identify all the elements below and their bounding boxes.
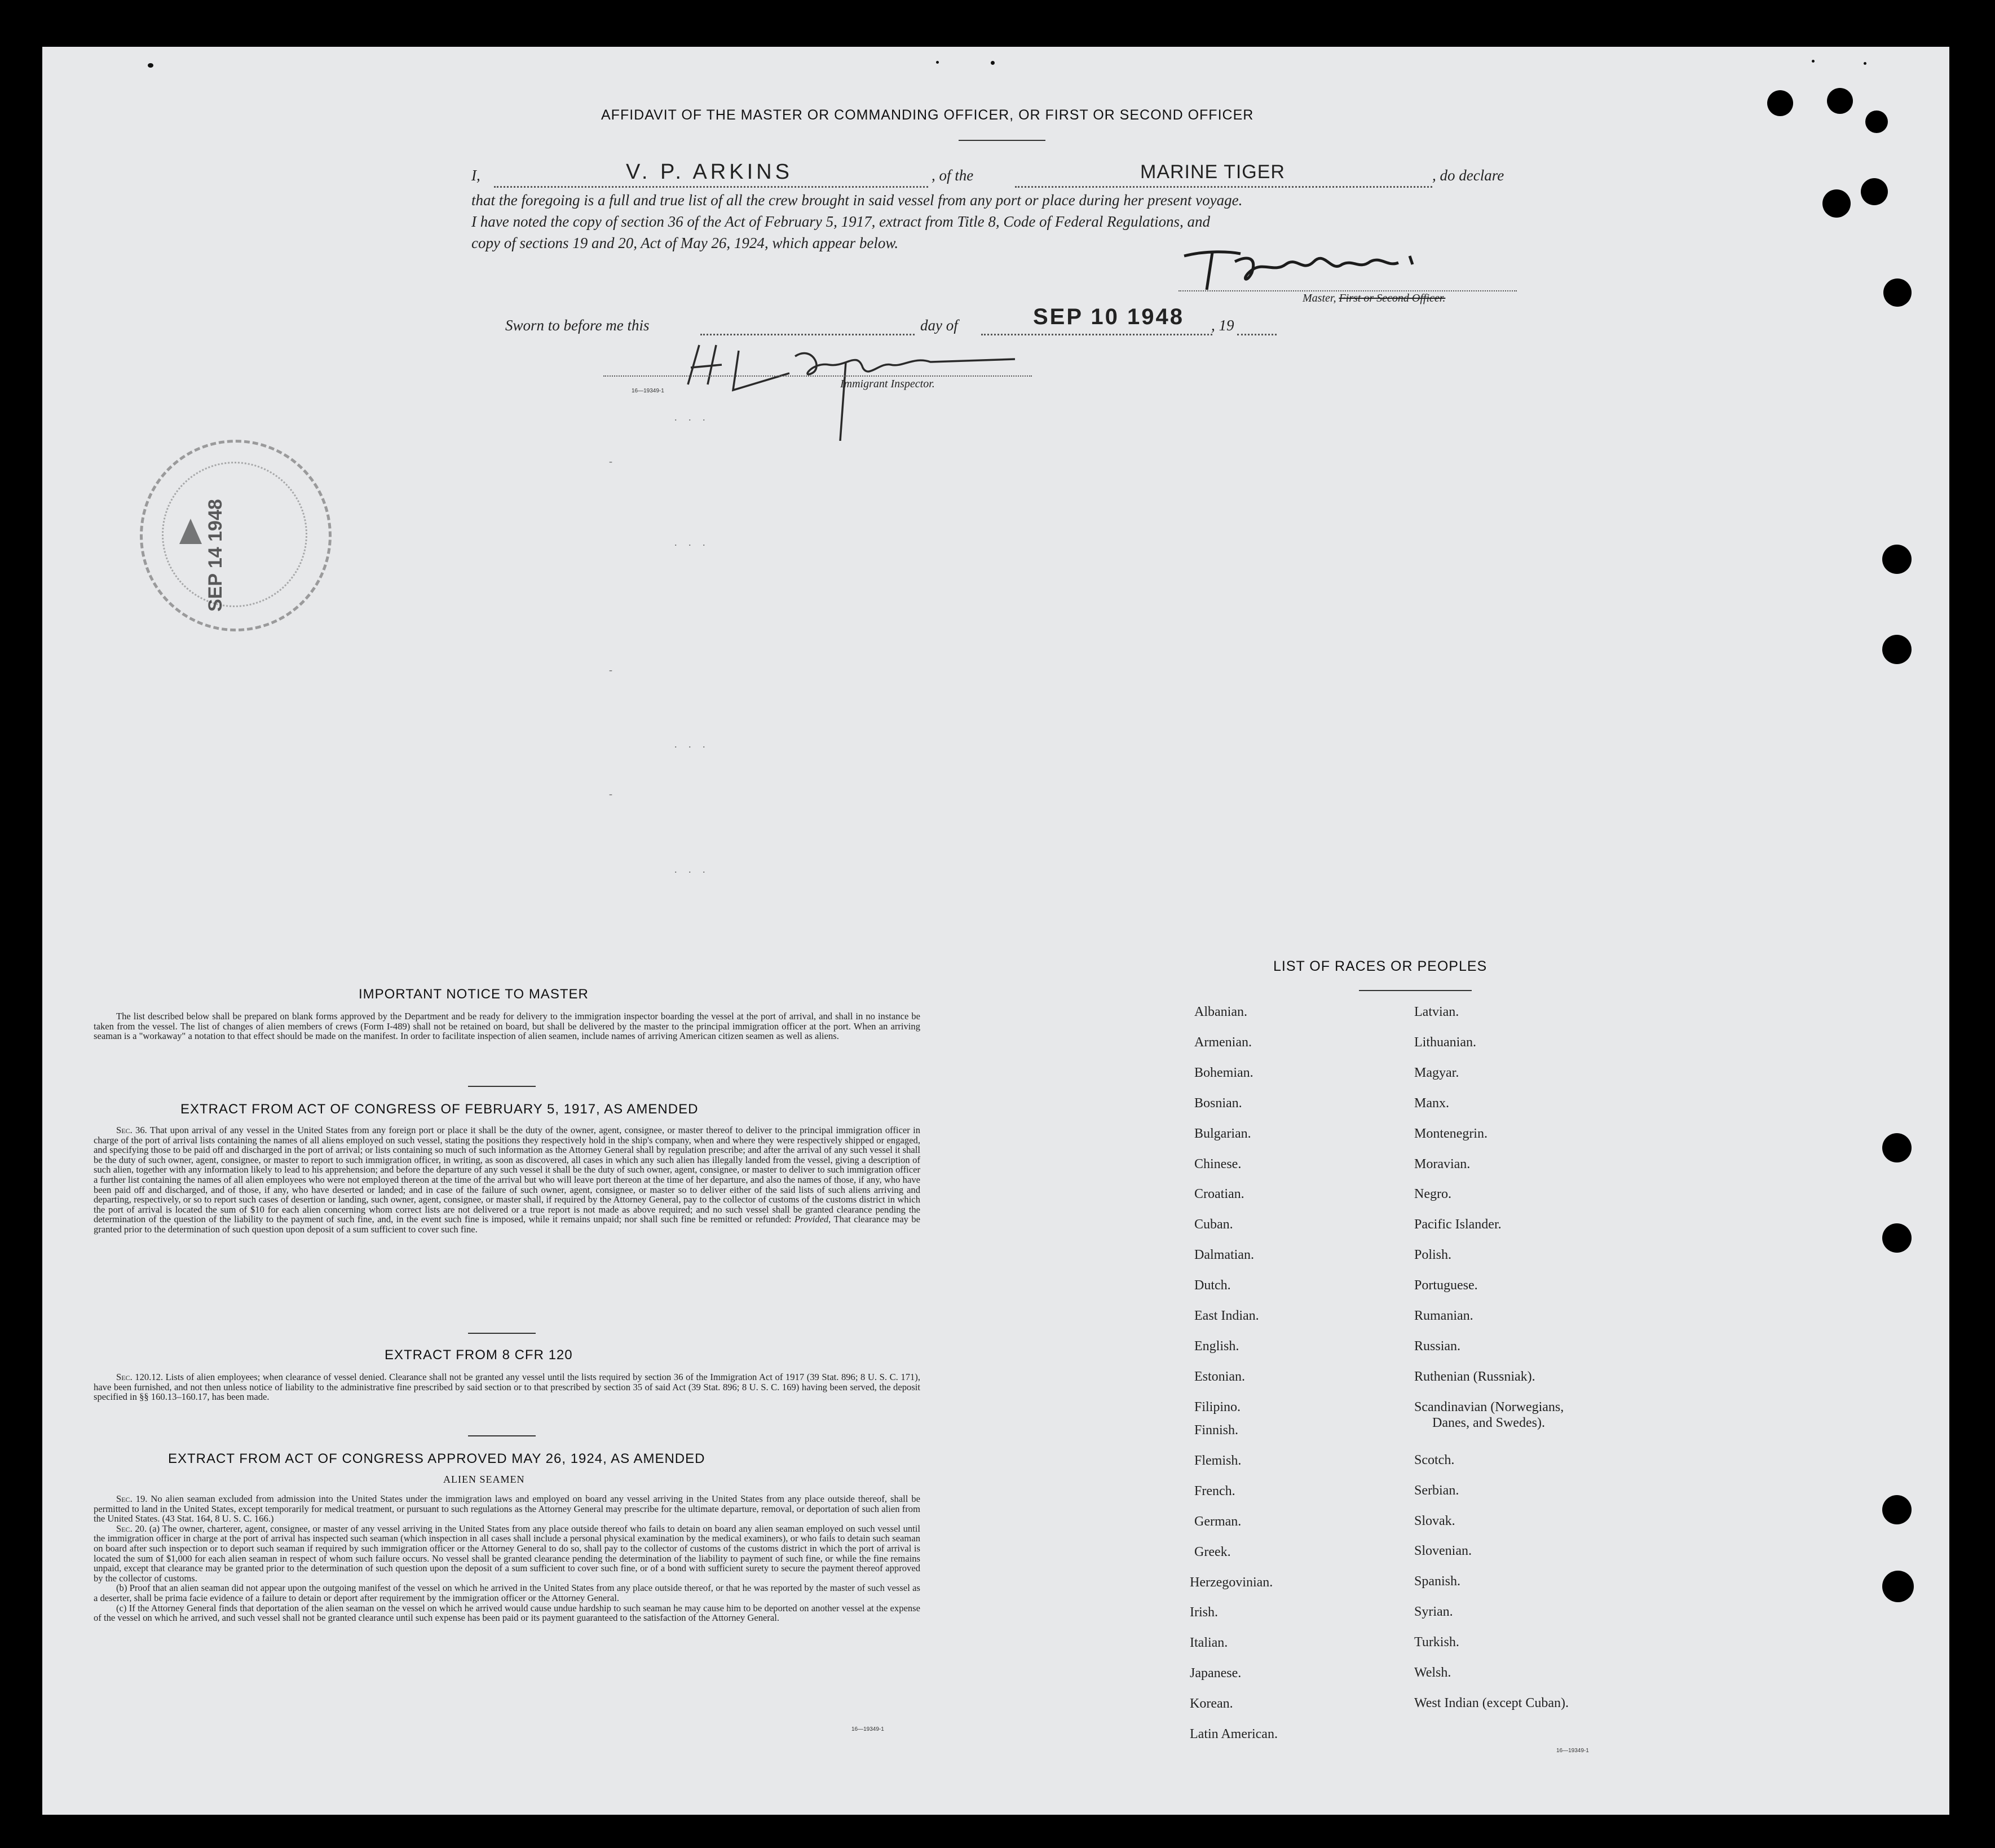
race-item: Bulgarian. — [1194, 1126, 1251, 1141]
affidavit-text: I have noted the copy of section 36 of the Act of February 5, 1917, extract from Title 8, Code of Federal Regulations, and — [471, 213, 1211, 230]
race-item: Latin American. — [1190, 1727, 1278, 1741]
master-label — [1303, 292, 1445, 305]
stamp-date: SEP 14 1948 — [205, 499, 226, 612]
divider — [1359, 990, 1472, 991]
leader-dots: - — [609, 456, 612, 467]
race-item: Dalmatian. — [1194, 1248, 1254, 1262]
of-the-label: , of the — [932, 167, 974, 184]
seal-icon — [176, 516, 205, 550]
leader-dots: . . . — [674, 537, 710, 548]
race-item: Filipino. — [1194, 1400, 1241, 1414]
race-item: French. — [1194, 1484, 1235, 1498]
punch-hole — [1822, 189, 1851, 218]
alien-seamen-subtitle: ALIEN SEAMEN — [443, 1474, 525, 1485]
punch-hole — [1882, 1133, 1912, 1162]
race-item: West Indian (except Cuban). — [1414, 1696, 1569, 1710]
name-field — [494, 186, 928, 188]
race-item: Turkish. — [1414, 1635, 1459, 1650]
vessel-name: MARINE TIGER — [1140, 161, 1285, 183]
speck — [1864, 62, 1866, 65]
form-number: 16—19349-1 — [851, 1726, 884, 1732]
cfr-text: Lists of alien employees; when clearance of vessel denied. Clearance shall not be granted any vessel until the lists required by section 36 of the Immigration Act of 1917 (39 Stat. 896; 8 U. S. C. 171), have been furnished, and not then unless notice of liability to the administrative fine prescribed by said section or to that prescribed by section 35 of said Act (39 Stat. 896; 8 U. S. C. 169) having been served, the deposit specified in §§ 160.13–160.17, has been made. — [94, 1372, 920, 1403]
punch-hole — [1865, 110, 1888, 133]
punch-hole — [1882, 1223, 1912, 1253]
race-item: Slovak. — [1414, 1514, 1455, 1528]
race-item: Scotch. — [1414, 1453, 1455, 1467]
extract-1917-text — [94, 1125, 920, 1235]
race-item: Moravian. — [1414, 1157, 1471, 1171]
speck — [1812, 60, 1815, 63]
punch-hole — [1883, 278, 1912, 307]
affidavit-text: that the foregoing is a full and true list of all the crew brought in said vessel from any port or place during her present voyage. — [471, 192, 1243, 209]
sec20a-paragraph — [94, 1524, 920, 1584]
notice-paragraph: The list described below shall be prepared on blank forms approved by the Department and be ready for delivery to the immigration inspector boarding the vessel at the port of arrival, and shall in no instance be taken from the vessel. The list of changes of alien members of crews (Form I-489) shall not be retained on board, but shall be delivered by the master to the principal immigration officer at the port. When an arriving seaman is a "workaway" a notation to that effect should be made on the manifest. In order to facilitate inspection of alien seamen, include names of arriving American citizen seamen as well as aliens. — [94, 1011, 920, 1042]
form-number: 16—19349-1 — [632, 388, 664, 394]
race-item: Lithuanian. — [1414, 1035, 1476, 1050]
master-text: Master, — [1303, 292, 1336, 304]
leader-dots: . . . — [674, 412, 710, 423]
day-of-label: day of — [920, 317, 958, 334]
sec20c-paragraph: (c) If the Attorney General finds that deportation of the alien seaman on the vessel on which he arrived would cause undue hardship to such seaman he may cause him to be deported on another vessel at the expense of the vessel on which he arrived, and such vessel shall not be granted clearance until such expense has been paid or its payment guaranteed to the satisfaction of the Attorney General. — [94, 1602, 920, 1624]
year-label: , 19 — [1211, 317, 1234, 334]
race-item: Flemish. — [1194, 1453, 1242, 1468]
form-number: 16—19349-1 — [1556, 1748, 1589, 1754]
sec36-label: Sec. 36. — [116, 1125, 147, 1135]
master-name: V. P. ARKINS — [626, 160, 793, 184]
leader-dots: . . . — [674, 864, 710, 875]
races-title: LIST OF RACES OR PEOPLES — [1273, 958, 1488, 974]
punch-hole — [1882, 1571, 1914, 1602]
sec36-text-end: That clearance may be granted prior to the determination of such question upon deposit of a sum sufficient to cover such fine. — [94, 1214, 920, 1235]
vessel-field — [1015, 186, 1432, 188]
extract-1917-title: EXTRACT FROM ACT OF CONGRESS OF FEBRUARY 5, 1917, AS AMENDED — [180, 1102, 699, 1117]
race-item: Cuban. — [1194, 1217, 1233, 1232]
race-item: Pacific Islander. — [1414, 1217, 1502, 1232]
year-field — [1237, 334, 1277, 335]
punch-hole — [1882, 545, 1912, 574]
race-item: Manx. — [1414, 1096, 1449, 1111]
race-item: Portuguese. — [1414, 1278, 1478, 1293]
sec36-paragraph — [94, 1125, 920, 1235]
inspector-label: Immigrant Inspector. — [840, 378, 935, 390]
race-item: Russian. — [1414, 1339, 1461, 1354]
notice-text — [94, 1011, 920, 1041]
extract-cfr-title: EXTRACT FROM 8 CFR 120 — [385, 1347, 573, 1363]
do-declare-label: , do declare — [1432, 167, 1504, 184]
race-item: Japanese. — [1190, 1666, 1242, 1681]
race-item: Montenegrin. — [1414, 1126, 1488, 1141]
affidavit-prefix: I, — [471, 167, 480, 184]
punch-hole — [1861, 178, 1888, 205]
race-item: German. — [1194, 1514, 1242, 1529]
race-item: Danes, and Swedes). — [1432, 1416, 1545, 1430]
race-item: Slovenian. — [1414, 1544, 1472, 1558]
provided-word: Provided, — [794, 1214, 831, 1225]
punch-hole — [1882, 1495, 1912, 1524]
punch-hole — [1767, 90, 1793, 116]
race-item: Magyar. — [1414, 1066, 1459, 1080]
race-item: Croatian. — [1194, 1187, 1244, 1201]
race-item: Dutch. — [1194, 1278, 1231, 1293]
race-item: English. — [1194, 1339, 1239, 1354]
race-item: East Indian. — [1194, 1308, 1259, 1323]
sec19-paragraph — [94, 1494, 920, 1524]
cfr-sec-label: Sec. 120.12. — [116, 1372, 164, 1382]
race-item: Greek. — [1194, 1545, 1231, 1559]
sec20-label: Sec. 20. — [116, 1523, 147, 1534]
race-item: Rumanian. — [1414, 1308, 1473, 1323]
race-item: Serbian. — [1414, 1483, 1459, 1498]
sworn-label: Sworn to before me this — [505, 317, 650, 334]
extract-1924-title: EXTRACT FROM ACT OF CONGRESS APPROVED MAY 26, 1924, AS AMENDED — [168, 1451, 705, 1466]
race-item: Welsh. — [1414, 1665, 1451, 1680]
race-item: Ruthenian (Russniak). — [1414, 1369, 1535, 1384]
race-item: Syrian. — [1414, 1604, 1453, 1619]
speck — [936, 61, 939, 64]
received-stamp — [140, 440, 332, 631]
sec20a-text: (a) The owner, charterer, agent, consignee, or master of any vessel arriving in the United States from any place outside thereof who fails to detain on board any alien seaman employed on such vessel until the immigration officer in charge at the port of arrival has inspected such seaman (which inspection in all cases shall include a personal physical examination by the medical examiners), or who fails to detain such seaman on board after such inspection or to deport such seaman if required by such immigration officer or the Attorney General to do so, shall pay to the collector of customs of the customs district in which the port of arrival is located the sum of $1,000 for each alien seaman in respect of whom such failure occurs. No vessel shall be granted clearance pending the determination of the liability to payment of such fine, or while the fine remains unpaid, except that clearance may be granted prior to the determination of such question upon the deposit of a sum sufficient to cover such fine, or of a bond with sufficient surety to secure the payment thereof approved by the collector of customs. — [94, 1523, 920, 1584]
sec36-text: That upon arrival of any vessel in the United States from any foreign port or place it shall be the duty of the owner, agent, consignee, or master thereof to deliver to the principal immigration officer in charge of the port of arrival lists containing the names of all aliens employed on such vessel, stating the positions they respectively hold in the ship's company, when and where they were respectively shipped or engaged, and specifying those to be paid off and discharged in the port of arrival; or lists containing so much of such information as the Attorney General shall by regulation prescribe; and after the arrival of any such vessel it shall be the duty of such owner, agent, consignee, or master to report to such immigration officer, in writing, as soon as discovered, all cases in which any such alien has illegally landed from the vessel, giving a description of such alien, together with any information likely to lead to his apprehension; and before the departure of any such vessel it shall be the duty of such owner, agent, consignee, or master to deliver to such immigration officer a further list containing the names of all alien employees who were not employed thereon at the time of the arrival but who will leave port thereon at the time of her departure, and also the names of those, if any, who have been paid off and discharged, and of those, if any, who have deserted or landed; and in case of the failure of such owner, agent, consignee, or master so to deliver either of the said lists of such aliens arriving and departing, respectively, or so to report such cases of desertion or landing, such owner, agent, consignee, or master shall, if required by the Attorney General, pay to the collector of customs of the customs district in which the port of arrival is located the sum of $10 for each alien concerning whom correct lists are not delivered or a true report is not made as above required; and no such vessel shall be granted clearance pending the determination of the question of the liability to the payment of such fine, and, in the event such fine is imposed, while it remains unpaid; nor shall such fine be remitted or refunded: — [94, 1125, 920, 1225]
sec19-text: No alien seaman excluded from admission into the United States under the immigration laws and employed on board any vessel arriving in the United States from any place outside thereof, shall be permitted to land in the United States, except temporarily for medical treatment, or pursuant to such regulations as the Attorney General may prescribe for the ultimate departure, removal, or deportation of such alien from the United States. (43 Stat. 164, 8 U. S. C. 166.) — [94, 1493, 920, 1524]
date-stamp: SEP 10 1948 — [1033, 304, 1185, 329]
affidavit-text: copy of sections 19 and 20, Act of May 26, 1924, which appear below. — [471, 235, 899, 251]
race-item: Korean. — [1190, 1696, 1233, 1711]
affidavit-title: AFFIDAVIT OF THE MASTER OR COMMANDING OFFICER, OR FIRST OR SECOND OFFICER — [601, 107, 1254, 123]
divider — [468, 1435, 536, 1436]
leader-dots: - — [609, 664, 612, 675]
leader-dots: . . . — [674, 739, 710, 750]
race-item: Scandinavian (Norwegians, — [1414, 1400, 1564, 1414]
race-item: Armenian. — [1194, 1035, 1252, 1050]
master-signature — [1173, 239, 1466, 295]
speck — [991, 61, 995, 65]
race-item: Irish. — [1190, 1605, 1218, 1620]
race-item: Negro. — [1414, 1187, 1451, 1201]
race-item: Spanish. — [1414, 1574, 1461, 1589]
race-item: Estonian. — [1194, 1369, 1245, 1384]
speck — [148, 63, 153, 68]
race-item: Polish. — [1414, 1248, 1452, 1262]
race-item: Herzegovinian. — [1190, 1575, 1273, 1590]
race-item: Finnish. — [1194, 1423, 1239, 1438]
race-item: Italian. — [1190, 1635, 1228, 1650]
extract-1924-text — [94, 1494, 920, 1623]
cfr-paragraph — [94, 1372, 920, 1402]
race-item: Chinese. — [1194, 1157, 1242, 1171]
race-item: Albanian. — [1194, 1005, 1247, 1019]
struck-officer-text: First or Second Officer. — [1339, 292, 1446, 304]
race-item: Bosnian. — [1194, 1096, 1242, 1111]
leader-dots: - — [609, 788, 612, 799]
race-item: Bohemian. — [1194, 1066, 1254, 1080]
extract-cfr-text — [94, 1372, 920, 1402]
divider — [468, 1086, 536, 1087]
sec19-label: Sec. 19. — [116, 1493, 148, 1504]
notice-title: IMPORTANT NOTICE TO MASTER — [359, 987, 589, 1002]
punch-hole — [1827, 88, 1853, 114]
divider — [468, 1333, 536, 1334]
inspector-line — [603, 375, 1032, 377]
punch-hole — [1882, 635, 1912, 664]
sec20b-paragraph: (b) Proof that an alien seaman did not appear upon the outgoing manifest of the vessel on which he arrived in the United States from any place outside thereof, or that he was reported by the master of such vessel as a deserter, shall be prima facie evidence of a failure to detain or deport after requirement by the immigration officer or the Attorney General. — [94, 1582, 920, 1603]
divider — [959, 140, 1045, 141]
race-item: Latvian. — [1414, 1005, 1459, 1019]
signature-line — [1179, 290, 1517, 291]
